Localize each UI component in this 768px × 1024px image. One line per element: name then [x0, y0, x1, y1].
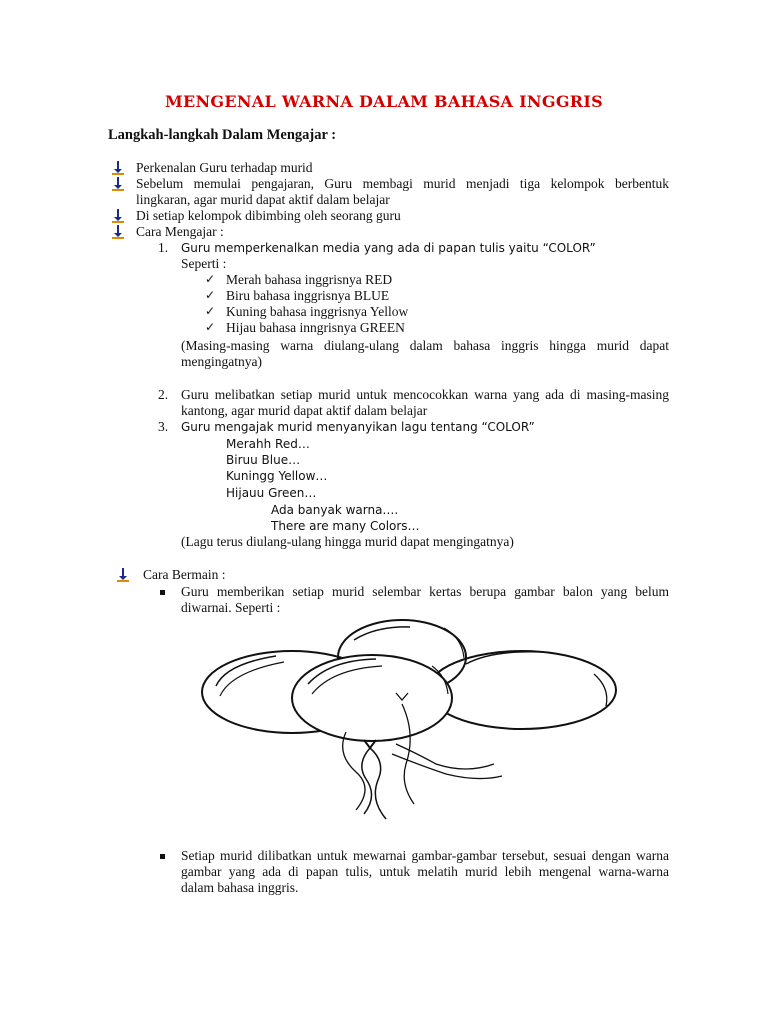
step-note: (Masing-masing warna diulang-ulang dalam bahasa inggris hingga murid dapat — [181, 338, 669, 353]
step-note: mengingatnya) — [181, 354, 262, 369]
balloons-illustration — [196, 614, 626, 829]
play-item-text: Guru memberikan setiap murid selembar kertas berupa gambar balon yang belum — [181, 584, 669, 599]
play-item-text: gambar yang ada di papan tulis, untuk melatih murid lebih mengenal warna-warna — [181, 864, 669, 879]
teacher-pointer-icon — [111, 177, 125, 191]
teacher-pointer-icon — [111, 209, 125, 223]
play-item-text: Setiap murid dilibatkan untuk mewarnai gambar-gambar tersebut, sesuai dengan warna — [181, 848, 669, 863]
step-text: Guru melibatkan setiap murid untuk mencocokkan warna yang ada di masing-masing — [181, 387, 669, 402]
teacher-pointer-icon — [111, 225, 125, 239]
teacher-pointer-icon — [111, 161, 125, 175]
song-line: Kuningg Yellow… — [226, 469, 328, 483]
check-icon: ✓ — [205, 304, 216, 318]
song-line: Hijauu Green… — [226, 486, 317, 500]
step-text: Guru mengajak murid menyanyikan lagu tentang “COLOR” — [181, 420, 535, 434]
check-item: Kuning bahasa inggrisnya Yellow — [226, 304, 409, 319]
check-item: Hijau bahasa inngrisnya GREEN — [226, 320, 405, 335]
play-item-text: diwarnai. Seperti : — [181, 600, 281, 615]
check-item: Merah bahasa inggrisnya RED — [226, 272, 393, 287]
document-title: MENGENAL WARNA DALAM BAHASA INGGRIS — [164, 92, 604, 111]
song-line: Biruu Blue… — [226, 453, 301, 467]
song-line: Ada banyak warna…. — [271, 503, 399, 517]
step-text: kantong, agar murid dapat aktif dalam belajar — [181, 403, 428, 418]
section-heading: Langkah-langkah Dalam Mengajar : — [108, 127, 337, 143]
check-icon: ✓ — [205, 320, 216, 334]
step-note: (Lagu terus diulang-ulang hingga murid dapat mengingatnya) — [181, 534, 514, 549]
step-text: Seperti : — [181, 256, 227, 271]
bullet-text: lingkaran, agar murid dapat aktif dalam belajar — [136, 192, 390, 207]
list-number: 2. — [158, 387, 169, 402]
bullet-text: Cara Mengajar : — [136, 224, 224, 239]
teacher-pointer-icon — [116, 568, 130, 582]
list-number: 3. — [158, 419, 169, 434]
bullet-text: Perkenalan Guru terhadap murid — [136, 160, 313, 175]
step-text: Guru memperkenalkan media yang ada di papan tulis yaitu “COLOR” — [181, 241, 596, 255]
list-number: 1. — [158, 240, 169, 255]
song-line: Merahh Red… — [226, 437, 310, 451]
square-bullet-icon — [160, 854, 165, 859]
bullet-text: Di setiap kelompok dibimbing oleh seorang guru — [136, 208, 401, 223]
bullet-text: Sebelum memulai pengajaran, Guru membagi murid menjadi tiga kelompok berbentuk — [136, 176, 669, 191]
check-icon: ✓ — [205, 272, 216, 286]
square-bullet-icon — [160, 590, 165, 595]
check-icon: ✓ — [205, 288, 216, 302]
section-label: Cara Bermain : — [143, 567, 226, 582]
play-item-text: dalam bahasa inggris. — [181, 880, 299, 895]
check-item: Biru bahasa inggrisnya BLUE — [226, 288, 390, 303]
song-line: There are many Colors… — [271, 519, 420, 533]
